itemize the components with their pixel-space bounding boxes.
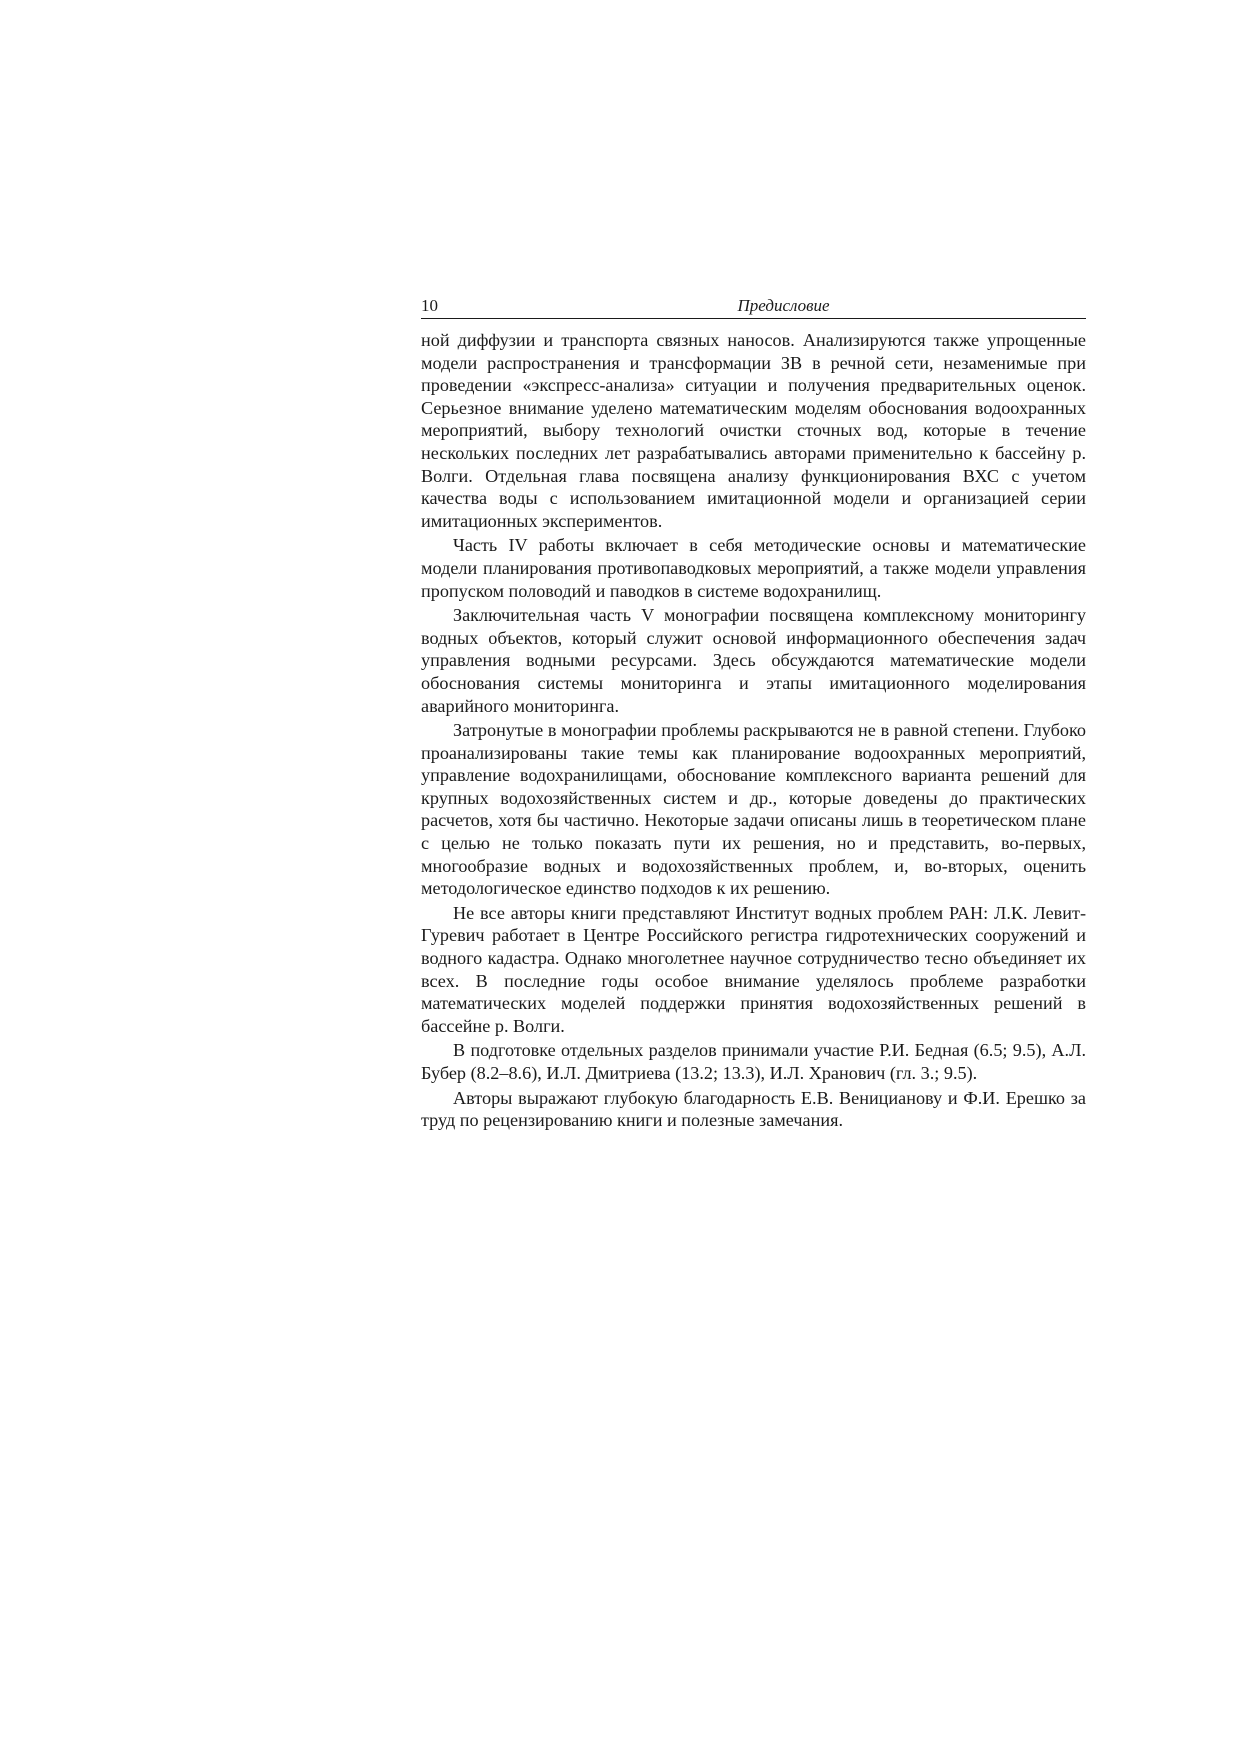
section-title: Предисловие — [737, 296, 830, 315]
paragraph-continued: ной диффузии и транспорта связных наносов. Анализируются также упрощенные модели распространения и трансформации ЗВ в речной сети, незаменимые при проведении «экспресс-анализа» ситуации и получения предварительных оценок. Серьезное внимание уделено математическим моделям обоснования водоохранных мероприятий, выбору технологий очистки сточных вод, которые в течение нескольких последних лет разрабатывались авторами применительно к бассейну р. Волги. Отдельная глава посвящена анализу функционирования ВХС с учетом качества воды с использованием имитационной модели и организацией серии имитационных экспериментов. — [421, 330, 1086, 531]
paragraph-part-iv: Часть IV работы включает в себя методические основы и математические модели планирования противопаводковых мероприятий, а также модели управления пропуском половодий и паводков в системе водохранилищ. — [421, 535, 1086, 601]
page-content — [421, 296, 1086, 1132]
page-number: 10 — [421, 296, 438, 315]
paragraph-part-v: Заключительная часть V монографии посвящена комплексному мониторингу водных объектов, который служит основой информационного обеспечения задач управления водными ресурсами. Здесь обсуждаются математические модели обоснования системы мониторинга и этапы имитационного моделирования аварийного мониторинга. — [421, 605, 1086, 716]
paragraph-contributors: В подготовке отдельных разделов принимали участие Р.И. Бедная (6.5; 9.5), А.Л. Бубер (8.2–8.6), И.Л. Дмитриева (13.2; 13.3), И.Л. Хранович (гл. 3.; 9.5). — [421, 1040, 1086, 1083]
paragraph-authors: Не все авторы книги представляют Институт водных проблем РАН: Л.К. Левит-Гуревич работает в Центре Российского регистра гидротехнических сооружений и водного кадастра. Однако многолетнее научное сотрудничество тесно объединяет их всех. В последние годы особое внимание уделялось проблеме разработки математических моделей поддержки принятия водохозяйственных решений в бассейне р. Волги. — [421, 902, 1086, 1036]
paragraph-problems: Затронутые в монографии проблемы раскрываются не в равной степени. Глубоко проанализированы такие темы как планирование водоохранных мероприятий, управление водохранилищами, обоснование комплексного варианта решений для крупных водохозяйственных систем и др., которые доведены до практических расчетов, хотя бы частично. Некоторые задачи описаны лишь в теоретическом плане с целью не только показать пути их решения, но и представить, во-первых, многообразие водных и водохозяйственных проблем, и, во-вторых, оценить методологическое единство подходов к их решению. — [421, 720, 1086, 899]
paragraph-acknowledgements: Авторы выражают глубокую благодарность Е.В. Веницианову и Ф.И. Ерешко за труд по рецензированию книги и полезные замечания. — [421, 1087, 1086, 1131]
body-text — [421, 329, 1086, 1132]
running-header — [421, 296, 1086, 319]
